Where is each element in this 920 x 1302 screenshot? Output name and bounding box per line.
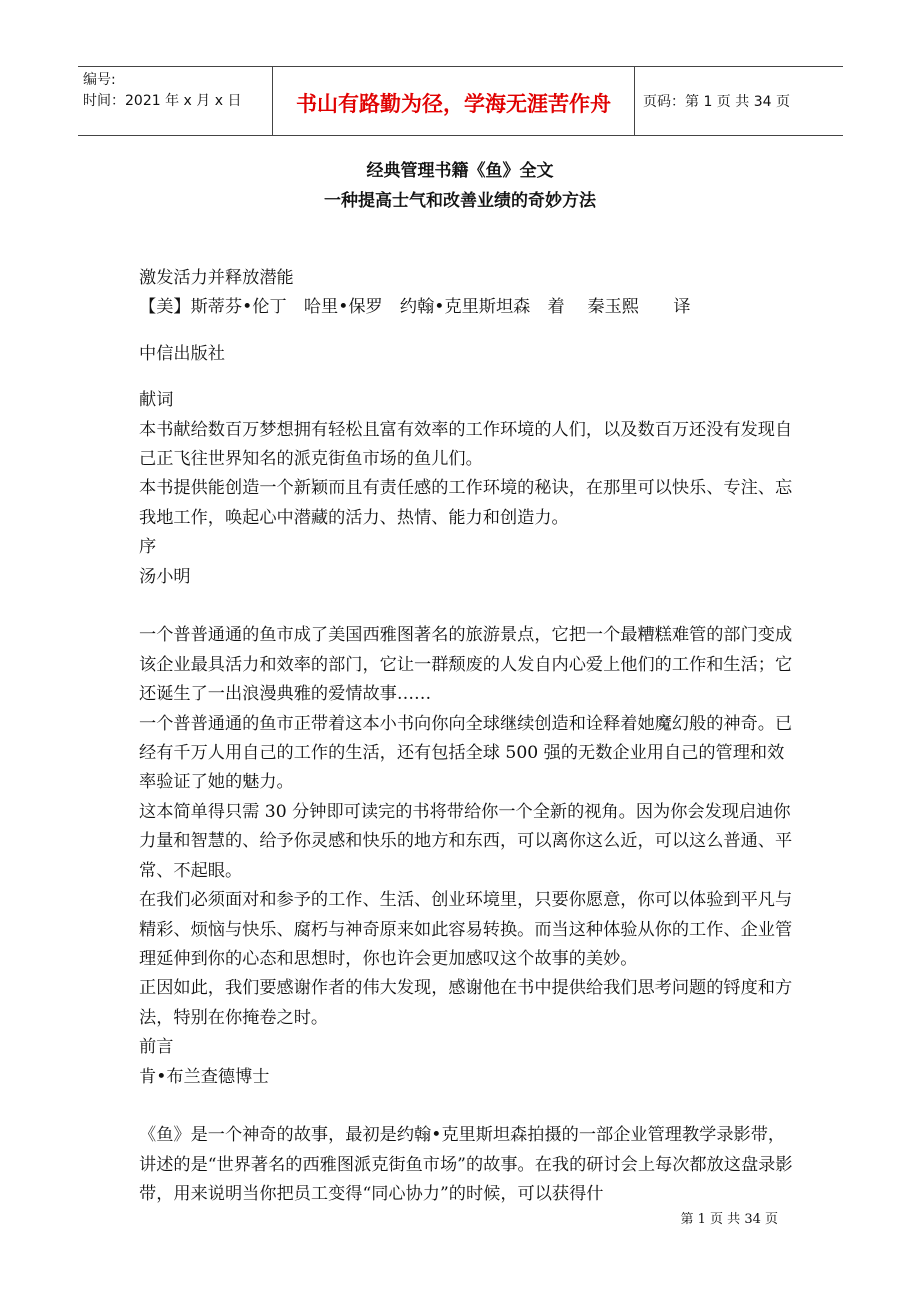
dedication-paragraph-1: 本书献给数百万梦想拥有轻松且富有效率的工作环境的人们，以及数百万还没有发现自己正飞往世界知名的派克街鱼市场的鱼儿们。: [139, 419, 793, 470]
publisher: 中信出版社: [139, 343, 225, 364]
header-page-cell: [635, 67, 843, 135]
preface-paragraph-2: 一个普普通通的鱼市正带着这本小书向你向全球继续创造和诠释着她魔幻般的神奇。已经有千万人用自己的工作的生活，还有包括全球 500 强的无数企业用自己的管理和效率验证了她的魅力。: [139, 713, 793, 793]
motto-text: 书山有路勤为径，学海无涯苦作舟: [296, 92, 611, 116]
dedication-paragraph-2: 本书提供能创造一个新颖而且有责任感的工作环境的秘诀，在那里可以快乐、专注、忘我地工作，唤起心中潜藏的活力、热情、能力和创造力。: [139, 478, 793, 528]
preface-paragraph-4: 在我们必须面对和参予的工作、生活、创业环境里，只要你愿意，你可以体验到平凡与精彩、烦恼与快乐、腐朽与神奇原来如此容易转换。而当这种体验从你的工作、企业管理延伸到你的心态和思想时，你也许会更加感叹这个故事的美妙。: [139, 890, 793, 969]
document-body: [139, 264, 799, 1210]
subtitle: 激发活力并释放潜能: [139, 268, 294, 288]
header-motto-cell: [273, 67, 635, 135]
document-header: [78, 66, 843, 136]
foreword-heading: 前言: [139, 1037, 174, 1058]
header-meta-cell: [78, 67, 273, 135]
dedication-heading: 献词: [139, 390, 174, 411]
foreword-author: 肯•布兰查德博士: [139, 1066, 270, 1087]
document-title: [0, 156, 920, 216]
title-line-2: 一种提高士气和改善业绩的奇妙方法: [324, 191, 596, 211]
preface-paragraph-5: 正因如此，我们要感谢作者的伟大发现，感谢他在书中提供给我们思考问题的锊度和方法，特别在你掩卷之时。: [139, 978, 793, 1028]
page-footer: 第 1 页 共 34 页: [680, 1212, 778, 1227]
preface-paragraph-1: 一个普普通通的鱼市成了美国西雅图著名的旅游景点，它把一个最糟糕难管的部门变成该企业最具活力和效率的部门，它让一群颓废的人发自内心爱上他们的工作和生活；它还诞生了一出浪漫典雅的爱情故事……: [139, 625, 793, 705]
preface-author: 汤小明: [139, 566, 191, 587]
title-line-1: 经典管理书籍《鱼》全文: [366, 161, 554, 181]
date-label: 时间：2021 年 x 月 x 日: [83, 93, 242, 109]
page-label: 页码：第 1 页 共 34 页: [643, 94, 790, 110]
preface-heading: 序: [139, 537, 157, 558]
code-label: 编号:: [83, 72, 116, 88]
foreword-paragraph-1: 《鱼》是一个神奇的故事，最初是约翰•克里斯坦森拍摄的一部企业管理教学录影带，讲述的是“世界著名的西雅图派克街鱼市场”的故事。在我的研讨会上每次都放这盘录影带，用来说明当你把员工变得“同心协力”的时候，可以获得什: [139, 1125, 793, 1205]
preface-paragraph-3: 这本简单得只需 30 分钟即可读完的书将带给你一个全新的视角。因为你会发现启迪你力量和智慧的、给予你灵感和快乐的地方和东西，可以离你这么近，可以这么普通、平常、不起眼。: [139, 801, 793, 881]
authors-line: 【美】斯蒂芬•伦丁 哈里•保罗 约翰•克里斯坦森 着 秦玉熙 译: [139, 297, 691, 318]
